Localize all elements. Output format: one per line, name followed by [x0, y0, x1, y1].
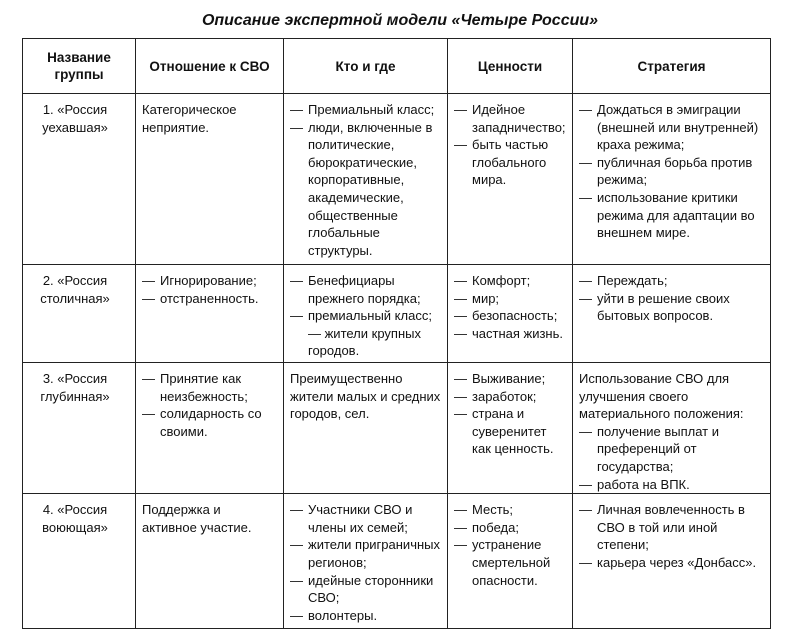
list-item: — люди, включенные в политические, бюрократические, корпоративные, академические, общественные глобальные структуры.: [290, 119, 441, 260]
list-item: — Принятие как неизбежность;: [142, 370, 277, 405]
list-item: — публичная борьба против режима;: [579, 154, 764, 189]
cell-values: [448, 363, 573, 494]
cell-strategy: [573, 363, 771, 494]
column-header-strategy: Стратегия: [573, 39, 771, 94]
list-item: — солидарность со своими.: [142, 405, 277, 440]
who-where-list: [290, 501, 441, 624]
cell-who-where: [284, 494, 448, 629]
list-item: — Игнорирование;: [142, 272, 277, 290]
list-item: — Месть;: [454, 501, 566, 519]
cell-attitude: [136, 265, 284, 363]
list-item: — страна и суверенитет как ценность.: [454, 405, 566, 458]
cell-values: [448, 494, 573, 629]
cell-who-where: [284, 94, 448, 265]
cell-attitude: [136, 363, 284, 494]
strategy-list: [579, 272, 764, 325]
group-name: 2. «Россия столичная»: [40, 273, 110, 306]
table-row: [23, 363, 771, 494]
cell-values: [448, 265, 573, 363]
column-header-group-name: Название группы: [23, 39, 136, 94]
list-item: — использование критики режима для адаптации во внешнем мире.: [579, 189, 764, 242]
list-item: — идейные сторонники СВО;: [290, 572, 441, 607]
list-item: — волонтеры.: [290, 607, 441, 625]
page-title: Описание экспертной модели «Четыре России»: [201, 12, 599, 29]
list-item: — Бенефициары прежнего порядка;: [290, 272, 441, 307]
strategy-list: [579, 501, 764, 571]
list-item: — Идейное западничество;: [454, 101, 566, 136]
list-item: — устранение смертельной опасности.: [454, 536, 566, 589]
list-item: — победа;: [454, 519, 566, 537]
list-item: — жители приграничных регионов;: [290, 536, 441, 571]
group-name: 1. «Россия уехавшая»: [42, 102, 108, 135]
list-item: — Выживание;: [454, 370, 566, 388]
list-item: — премиальный класс; — жители крупных городов.: [290, 307, 441, 360]
attitude-text: Категорическое неприятие.: [142, 102, 237, 135]
attitude-text: Поддержка и активное участие.: [142, 502, 252, 535]
attitude-list: [142, 272, 277, 307]
list-item: — частная жизнь.: [454, 325, 566, 343]
cell-values: [448, 94, 573, 265]
values-list: [454, 501, 566, 589]
cell-who-where: [284, 265, 448, 363]
list-item: — Комфорт;: [454, 272, 566, 290]
group-name: 3. «Россия глубинная»: [40, 371, 110, 404]
list-item: — отстраненность.: [142, 290, 277, 308]
cell-attitude: [136, 494, 284, 629]
column-header-attitude: Отношение к СВО: [136, 39, 284, 94]
table-row: [23, 494, 771, 629]
list-item: — безопасность;: [454, 307, 566, 325]
table-row: [23, 94, 771, 265]
group-name: 4. «Россия воюющая»: [42, 502, 108, 535]
strategy-text: Использование СВО для улучшения своего материального положения:: [579, 371, 744, 422]
table-row: [23, 265, 771, 363]
list-item: — Дождаться в эмиграции (внешней или внутренней) краха режима;: [579, 101, 764, 154]
list-item: — карьера через «Донбасс».: [579, 554, 764, 572]
list-item: — заработок;: [454, 388, 566, 406]
who-where-list: [290, 101, 441, 259]
column-header-values: Ценности: [448, 39, 573, 94]
who-where-text: Преимущественно жители малых и средних городов, сел.: [290, 371, 441, 422]
values-list: [454, 370, 566, 458]
list-item: — мир;: [454, 290, 566, 308]
cell-group-name: [23, 265, 136, 363]
table-header-row: [23, 39, 771, 94]
list-item: — Премиальный класс;: [290, 101, 441, 119]
four-russias-table: [22, 38, 771, 629]
list-item: — Переждать;: [579, 272, 764, 290]
cell-who-where: [284, 363, 448, 494]
list-item: — работа на ВПК.: [579, 476, 764, 494]
list-item: — Личная вовлеченность в СВО в той или иной степени;: [579, 501, 764, 554]
cell-group-name: [23, 363, 136, 494]
values-list: [454, 101, 566, 189]
who-where-list: [290, 272, 441, 360]
list-item: — Участники СВО и члены их семей;: [290, 501, 441, 536]
list-item: — уйти в решение своих бытовых вопросов.: [579, 290, 764, 325]
cell-group-name: [23, 94, 136, 265]
attitude-list: [142, 370, 277, 440]
column-header-who-where: Кто и где: [284, 39, 448, 94]
cell-group-name: [23, 494, 136, 629]
strategy-list: [579, 101, 764, 242]
cell-attitude: [136, 94, 284, 265]
list-item: — быть частью глобального мира.: [454, 136, 566, 189]
table-body: [23, 94, 771, 629]
strategy-list: [579, 423, 764, 493]
cell-strategy: [573, 494, 771, 629]
values-list: [454, 272, 566, 342]
cell-strategy: [573, 94, 771, 265]
list-item: — получение выплат и преференций от государства;: [579, 423, 764, 476]
cell-strategy: [573, 265, 771, 363]
